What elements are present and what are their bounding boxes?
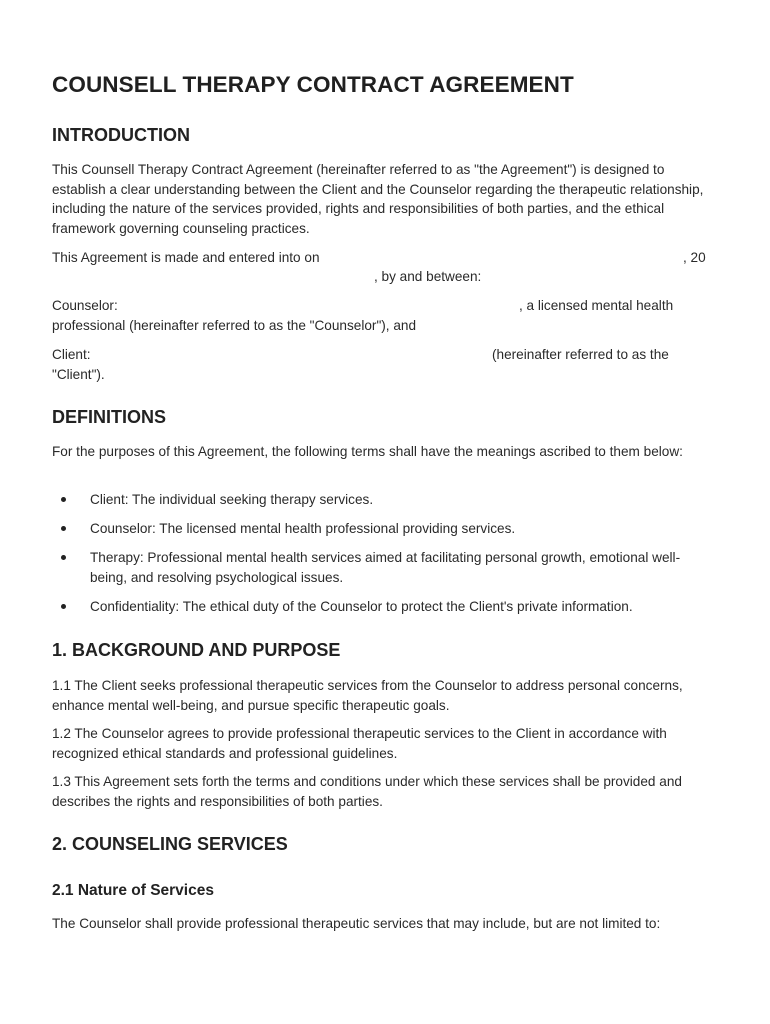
document-title: COUNSELL THERAPY CONTRACT AGREEMENT bbox=[52, 72, 574, 97]
introduction-heading: INTRODUCTION bbox=[52, 125, 190, 145]
nature-of-services-heading: 2.1 Nature of Services bbox=[52, 882, 214, 899]
bullet-icon bbox=[61, 604, 66, 609]
list-item bbox=[52, 597, 716, 617]
services-heading: 2. COUNSELING SERVICES bbox=[52, 834, 288, 854]
definitions-heading: DEFINITIONS bbox=[52, 407, 167, 427]
client-definition-line: "Client"). bbox=[52, 366, 105, 382]
definition-confidentiality: Confidentiality: The ethical duty of the Counselor to protect the Client's private information. bbox=[90, 598, 633, 614]
counselor-definition-line: professional (hereinafter referred to as the "Counselor"), and bbox=[52, 317, 417, 333]
background-clause-1-2: 1.2 The Counselor agrees to provide professional therapeutic services to the Client in accordance with recognized ethical standards and professional guidelines. bbox=[52, 726, 667, 761]
introduction-paragraph: This Counsell Therapy Contract Agreement (hereinafter referred to as "the Agreement") is designed to establish a clear understanding between the Client and the Counselor regarding the therapeutic relationship, including the nature of the services provided, rights and responsibilities of both parties, and the ethical framework governing counseling practices. bbox=[52, 162, 704, 236]
services-paragraph: The Counselor shall provide professional therapeutic services that may include, but are not limited to: bbox=[52, 916, 661, 931]
definitions-intro: For the purposes of this Agreement, the following terms shall have the meanings ascribed to them below: bbox=[52, 444, 683, 459]
list-item bbox=[52, 490, 716, 510]
background-heading: 1. BACKGROUND AND PURPOSE bbox=[52, 640, 341, 660]
agreement-date-year: , 20 bbox=[683, 250, 706, 265]
bullet-icon bbox=[61, 555, 66, 560]
agreement-date-prefix: This Agreement is made and entered into on bbox=[52, 250, 320, 265]
definition-counselor: Counselor: The licensed mental health professional providing services. bbox=[90, 521, 516, 536]
client-suffix: (hereinafter referred to as the bbox=[492, 347, 669, 362]
client-label: Client: bbox=[52, 347, 91, 362]
definitions-list bbox=[52, 490, 716, 626]
bullet-icon bbox=[61, 497, 66, 502]
list-item bbox=[52, 519, 716, 539]
counselor-suffix: , a licensed mental health bbox=[519, 298, 674, 313]
background-clause-1-3: 1.3 This Agreement sets forth the terms and conditions under which these services shall be provided and describes the rights and responsibilities of both parties. bbox=[52, 774, 682, 809]
list-item bbox=[52, 548, 716, 587]
agreement-parties-line: , by and between: bbox=[374, 269, 482, 284]
counselor-label: Counselor: bbox=[52, 298, 118, 313]
definition-therapy: Therapy: Professional mental health services aimed at facilitating personal growth, emotional well-being, and resolving psychological issues. bbox=[90, 550, 681, 585]
bullet-icon bbox=[61, 526, 66, 531]
background-clause-1-1: 1.1 The Client seeks professional therapeutic services from the Counselor to address personal concerns, enhance mental well-being, and pursue specific therapeutic goals. bbox=[52, 678, 683, 713]
definition-client: Client: The individual seeking therapy services. bbox=[90, 492, 374, 507]
